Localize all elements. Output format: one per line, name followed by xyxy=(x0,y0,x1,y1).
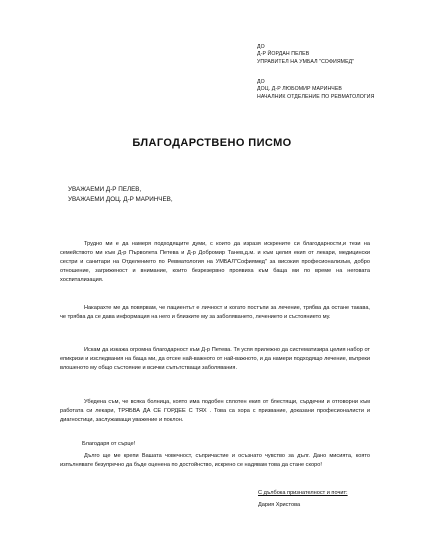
salutation-line: УВАЖАЕМИ Д-Р ПЕЛЕВ, xyxy=(68,186,142,193)
body-paragraph: Убедена съм, че всяка болница, която има подобен сплотен екип от блестящи, сърдечни и отговорни към работата си лекари, ТРЯБВА ДА СЕ ГОРДЕЕ С ТЯХ . Това са хора с призвание, доказани професионалисти и диагностици, заслужаващи уважение и поклон. xyxy=(60,399,370,424)
body-paragraph: Трудно ми е да намеря подходящите думи, с които да изразя искрените си благодарности,и тези на семейството ми към Д-р Първолета Петева и Д-р Добромир Танев,д.м. и към целия екип от лекари, медицински сестри и санитари на Отделението по Ревматология на УМБАЛ"Софиямед" за високия професионализъм, добро отношение, загриженост и внимание, които безрезервно проявиха към баща ми по време на неговата хоспитализация. xyxy=(60,241,370,284)
recipient-to: ДО xyxy=(257,79,265,85)
salutation xyxy=(68,185,173,205)
signature: Дария Христова xyxy=(258,502,301,508)
recipient-position: УПРАВИТЕЛ НА УМБАЛ "СОФИЯМЕД" xyxy=(257,58,355,65)
recipient-block-2 xyxy=(257,79,374,101)
body-paragraph: Накарахте ме да повярвам, че пациентът е личност и когато постъпи за лечение, трябва да остане такава, че трябва да се дава информация на него и близките му за заболяването, лечението и състоянието му. xyxy=(60,305,370,321)
recipient-name: ДОЦ. Д-Р ЛЮБОМИР МАРИНЧЕВ xyxy=(257,86,342,93)
recipient-name: Д-Р ЙОРДАН ПЕЛЕВ xyxy=(257,51,310,58)
regards-line: С дълбока признателност и почит: xyxy=(258,490,348,496)
thanks-line: Благодаря от сърце! xyxy=(82,441,136,447)
body-paragraph: Искам да изкажа огромна благодарност към Д-р Петева. Тя успя прилежно да систематизира целия набор от епикризи и изследвания на баща ми, да отсее най-важното от най-важното, и да намери подходящо лечение, въпреки влошеното му общо състояние и всички съпътстващи заболявания. xyxy=(60,347,370,372)
letter-title: БЛАГОДАРСТВЕНО ПИСМО xyxy=(132,137,292,149)
recipient-position: НАЧАЛНИК ОТДЕЛЕНИЕ ПО РЕВМАТОЛОГИЯ xyxy=(257,93,375,100)
closing-paragraph: Дълго ще ме крепи Вашата човечност, съпричастие и осъзнато чувство за дълг. Дано мисията, която изпълнявате безупречно да бъде оценена по достойнство, искрено се надявам това да стане скоро! xyxy=(60,453,370,469)
salutation-line: УВАЖАЕМИ ДОЦ. Д-Р МАРИНЧЕВ, xyxy=(68,195,173,203)
recipient-block-1 xyxy=(257,44,354,66)
recipient-to: ДО xyxy=(257,44,265,50)
